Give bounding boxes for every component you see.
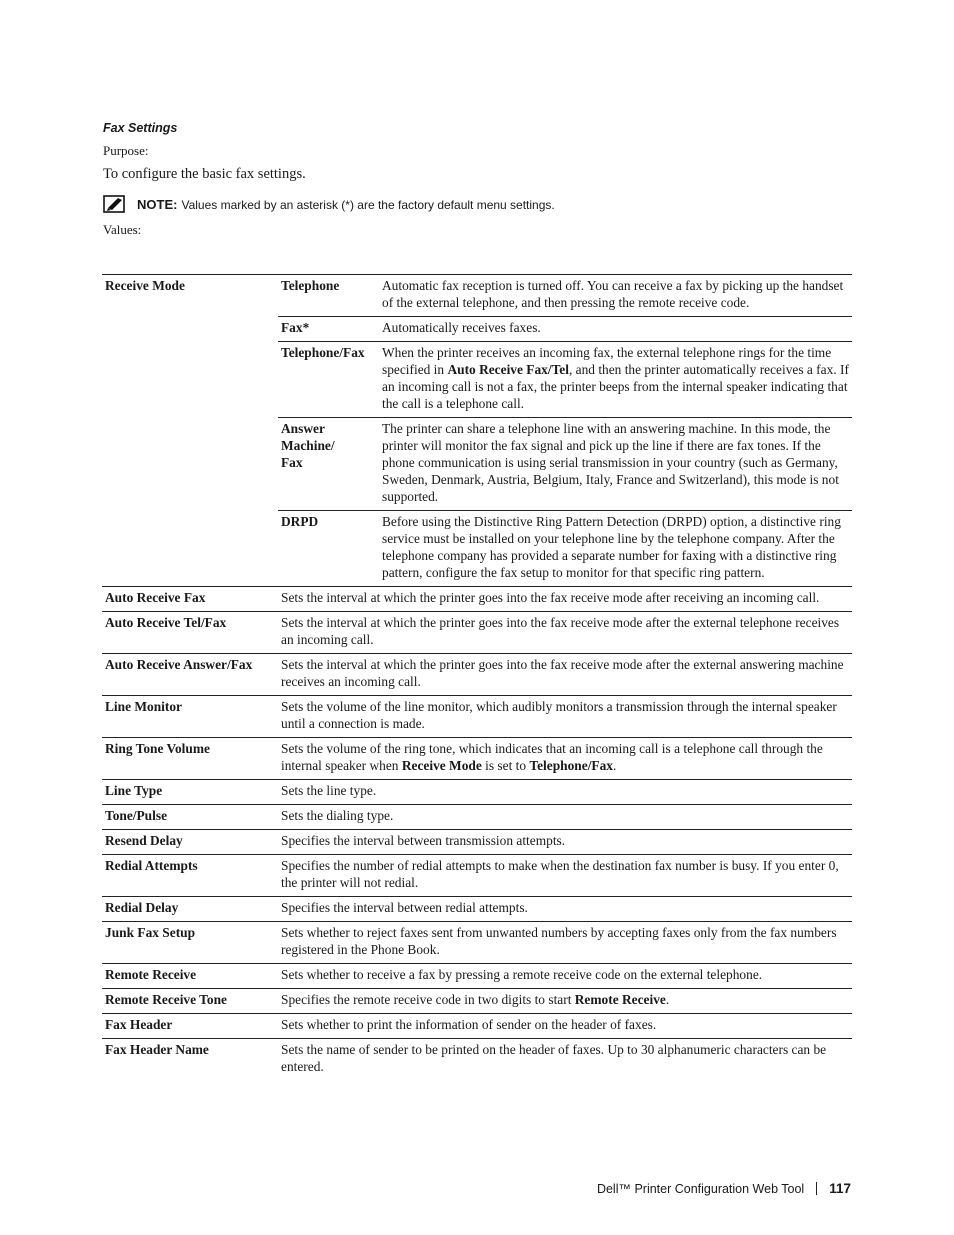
setting-description: Specifies the interval between transmission attempts. bbox=[278, 830, 852, 855]
setting-description: Sets the interval at which the printer goes into the fax receive mode after the external telephone receives an incoming call. bbox=[278, 612, 852, 654]
setting-name: Line Type bbox=[102, 780, 278, 805]
option-label: Telephone bbox=[278, 275, 379, 317]
setting-name: Auto Receive Fax bbox=[102, 587, 278, 612]
setting-name: Junk Fax Setup bbox=[102, 922, 278, 964]
footer-divider bbox=[816, 1182, 817, 1195]
setting-name: Redial Attempts bbox=[102, 855, 278, 897]
setting-description: Sets whether to reject faxes sent from unwanted numbers by accepting faxes only from the fax numbers registered in the Phone Book. bbox=[278, 922, 852, 964]
setting-description: Sets the interval at which the printer goes into the fax receive mode after receiving an incoming call. bbox=[278, 587, 852, 612]
setting-description: Sets the name of sender to be printed on the header of faxes. Up to 30 alphanumeric characters can be entered. bbox=[278, 1039, 852, 1081]
table-row bbox=[102, 964, 852, 989]
setting-description: Sets the line type. bbox=[278, 780, 852, 805]
table-row bbox=[102, 612, 852, 654]
section-title: Fax Settings bbox=[103, 121, 178, 135]
setting-name: Fax Header Name bbox=[102, 1039, 278, 1081]
option-description: Before using the Distinctive Ring Pattern Detection (DRPD) option, a distinctive ring service must be installed on your telephone line by the telephone company. After the telephone company has provided a separate number for faxing with a distinctive ring pattern, configure the fax setup to monitor for that specific ring pattern. bbox=[379, 511, 852, 587]
setting-description: Sets whether to print the information of sender on the header of faxes. bbox=[278, 1014, 852, 1039]
bold-ref: Receive Mode bbox=[401, 758, 482, 773]
setting-name: Redial Delay bbox=[102, 897, 278, 922]
option-label: Telephone/Fax bbox=[278, 342, 379, 418]
note-body: Values marked by an asterisk (*) are the factory default menu settings. bbox=[181, 197, 555, 212]
setting-name: Ring Tone Volume bbox=[102, 738, 278, 780]
purpose-text: To configure the basic fax settings. bbox=[103, 166, 306, 182]
page-footer bbox=[597, 1181, 851, 1196]
table-row bbox=[102, 897, 852, 922]
setting-name: Remote Receive Tone bbox=[102, 989, 278, 1014]
page-number: 117 bbox=[829, 1181, 851, 1196]
setting-description: Sets whether to receive a fax by pressing a remote receive code on the external telephone. bbox=[278, 964, 852, 989]
table-row bbox=[102, 738, 852, 780]
bold-ref: Auto Receive Fax/Tel bbox=[447, 362, 569, 377]
setting-description: Specifies the interval between redial attempts. bbox=[278, 897, 852, 922]
option-label: Answer Machine/ Fax bbox=[278, 418, 379, 511]
setting-name: Auto Receive Tel/Fax bbox=[102, 612, 278, 654]
option-label: Fax* bbox=[278, 317, 379, 342]
table-row bbox=[102, 275, 852, 317]
table-row bbox=[102, 696, 852, 738]
setting-description: Sets the interval at which the printer goes into the fax receive mode after the external answering machine receives an incoming call. bbox=[278, 654, 852, 696]
table-row bbox=[102, 654, 852, 696]
bold-ref: Remote Receive bbox=[574, 992, 666, 1007]
note-text bbox=[137, 197, 555, 212]
setting-name: Receive Mode bbox=[102, 275, 278, 587]
setting-name: Tone/Pulse bbox=[102, 805, 278, 830]
table-row bbox=[102, 1039, 852, 1081]
setting-name: Fax Header bbox=[102, 1014, 278, 1039]
setting-name: Resend Delay bbox=[102, 830, 278, 855]
table-row bbox=[102, 922, 852, 964]
setting-name: Line Monitor bbox=[102, 696, 278, 738]
option-label: DRPD bbox=[278, 511, 379, 587]
table-row bbox=[102, 587, 852, 612]
setting-description: Sets the volume of the ring tone, which indicates that an incoming call is a telephone call through the internal speaker when Receive Mode is set to Telephone/Fax. bbox=[278, 738, 852, 780]
footer-title: Dell™ Printer Configuration Web Tool bbox=[596, 1181, 805, 1196]
option-description: Automatically receives faxes. bbox=[379, 317, 852, 342]
fax-settings-table bbox=[102, 274, 852, 1080]
values-label: Values: bbox=[103, 222, 142, 237]
table-row bbox=[102, 1014, 852, 1039]
table-row bbox=[102, 855, 852, 897]
table-row bbox=[102, 805, 852, 830]
table-row bbox=[102, 989, 852, 1014]
option-description: The printer can share a telephone line with an answering machine. In this mode, the printer will monitor the fax signal and pick up the line if there are fax tones. If the phone communication is using serial transmission in your country (such as Germany, Sweden, Denmark, Austria, Belgium, Italy, France and Switzerland), this mode is not supported. bbox=[379, 418, 852, 511]
setting-name: Remote Receive bbox=[102, 964, 278, 989]
option-description: Automatic fax reception is turned off. You can receive a fax by picking up the handset of the external telephone, and then pressing the remote receive code. bbox=[379, 275, 852, 317]
table-row bbox=[102, 830, 852, 855]
setting-description: Specifies the remote receive code in two digits to start Remote Receive. bbox=[278, 989, 852, 1014]
setting-description: Specifies the number of redial attempts to make when the destination fax number is busy. If you enter 0, the printer will not redial. bbox=[278, 855, 852, 897]
note-label: NOTE: bbox=[137, 196, 178, 212]
purpose-label: Purpose: bbox=[103, 143, 149, 158]
pencil-note-icon bbox=[103, 195, 127, 213]
setting-description: Sets the dialing type. bbox=[278, 805, 852, 830]
option-description: When the printer receives an incoming fax, the external telephone rings for the time specified in Auto Receive Fax/Tel, and then the printer automatically receives a fax. If an incoming call is not a fax, the printer beeps from the internal speaker indicating that the call is a telephone call. bbox=[379, 342, 852, 418]
setting-description: Sets the volume of the line monitor, which audibly monitors a transmission through the internal speaker until a connection is made. bbox=[278, 696, 852, 738]
table-row bbox=[102, 780, 852, 805]
bold-ref: Telephone/Fax bbox=[529, 758, 613, 773]
note bbox=[103, 193, 555, 215]
setting-name: Auto Receive Answer/Fax bbox=[102, 654, 278, 696]
